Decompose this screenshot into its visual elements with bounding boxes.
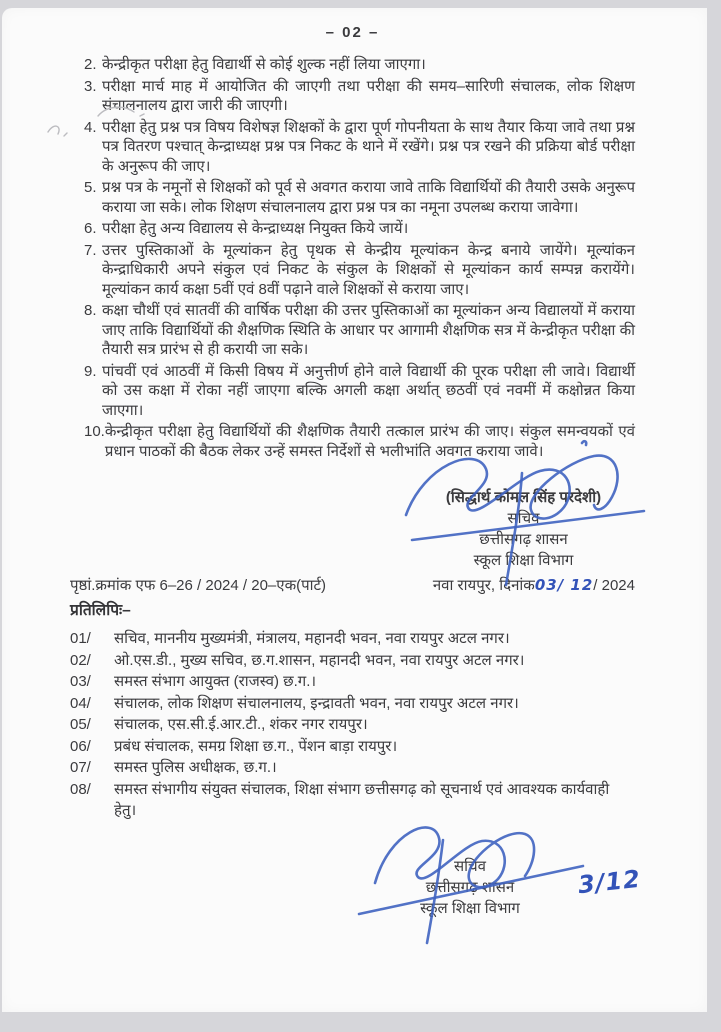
list-item <box>70 178 635 217</box>
list-item <box>70 118 635 177</box>
item-text: कक्षा चौथीं एवं सातवीं की वार्षिक परीक्षा की उत्तर पुस्तिकाओं का मूल्यांकन अन्य विद्यालयों में कराया जाए ताकि विद्यार्थियों की शैक्षणिक स्थिति के आधार पर आगामी शैक्षणिक सत्र में केन्द्रीकृत परीक्षा की तैयारी सत्र प्रारंभ से ही करायी जा सके। <box>102 302 635 358</box>
item-text: केन्द्रीकृत परीक्षा हेतु विद्यार्थी से कोई शुल्क नहीं लिया जाएगा। <box>102 56 426 73</box>
copy-item <box>70 628 635 650</box>
endorsement-line <box>70 575 635 595</box>
copy-number: 06/ <box>70 737 91 755</box>
copy-item <box>70 779 635 822</box>
copy-number: 07/ <box>70 759 91 776</box>
copy-number: 01/ <box>70 630 91 647</box>
item-number: 5. <box>84 179 97 196</box>
item-text: प्रश्न पत्र के नमूनों से शिक्षकों को पूर्व से अवगत कराया जावे ताकि विद्यार्थियों की तैयारी उसके अनुरूप कराया जा सके। लोक शिक्षण संचालनालय द्वारा प्रश्न पत्र का नमूना उपलब्ध कराया जावेगा। <box>102 179 635 216</box>
bottom-signatory-title: सचिव <box>454 857 486 875</box>
endorsement-number: पृष्ठां.क्रमांक एफ 6–26 / 2024 / 20–एक(पार्ट) <box>70 577 327 594</box>
handwritten-date: 03/ 12 <box>534 576 594 594</box>
signatory-org1: छत्तीसगढ़ शासन <box>479 531 568 548</box>
printed-year: / 2024 <box>593 577 635 594</box>
copy-number: 03/ <box>70 673 91 690</box>
item-number: 2. <box>84 56 97 73</box>
list-item <box>70 219 635 239</box>
copy-text: समस्त पुलिस अधीक्षक, छ.ग.। <box>114 759 277 776</box>
copy-text: सचिव, माननीय मुख्यमंत्री, मंत्रालय, महानदी भवन, नवा रायपुर अटल नगर। <box>114 630 510 647</box>
page-number: – 02 – <box>325 24 380 41</box>
copy-number: 02/ <box>70 651 91 669</box>
list-item <box>70 77 635 116</box>
list-item <box>70 422 635 461</box>
item-number: 6. <box>84 220 97 237</box>
place-date <box>433 575 635 595</box>
copy-list <box>70 628 635 822</box>
copy-item <box>70 671 635 693</box>
copy-number: 04/ <box>70 694 91 712</box>
item-text: उत्तर पुस्तिकाओं के मूल्यांकन हेतु पृथक से केन्द्रीय मूल्यांकन केन्द्र बनाये जायेंगे। मूल्यांकन केन्द्राधिकारी अपने संकुल एवं निकट के संकुल के शिक्षकों से मूल्यांकन कार्य सम्पन्न करायेंगे। मूल्यांकन कार्य कक्षा 5वीं एवं 8वीं पढ़ाने वाले शिक्षकों से कराया जाए। <box>102 241 635 298</box>
item-text: परीक्षा हेतु प्रश्न पत्र विषय विशेषज्ञ शिक्षकों के द्वारा पूर्ण गोपनीयता के साथ तैयार किया जावे तथा प्रश्न पत्र वितरण पश्चात् केन्द्राध्यक्ष प्रश्न पत्र निकट के थाने में रखेंगे। प्रश्न पत्र रखने की प्रक्रिया बोर्ड परीक्षा के अनुरूप की जाए। <box>102 118 635 175</box>
list-item <box>70 55 635 75</box>
item-text: केन्द्रीकृत परीक्षा हेतु विद्यार्थियों की शैक्षणिक तैयारी तत्काल प्रारंभ की जाए। संकुल समन्वयकों एवं प्रधान पाठकों की बैठक लेकर उन्हें समस्त निर्देशों से भलीभांति अवगत कराया जावे। <box>104 423 635 460</box>
item-text: पांचवीं एवं आठवीं में किसी विषय में अनुत्तीर्ण होने वाले विद्यार्थी की पूरक परीक्षा ली जावे। विद्यार्थी को उस कक्षा में रोका नहीं जाएगा बल्कि अगली कक्षा अर्थात् छठवीं एवं नवमीं में कक्षोन्नत किया जाएगा। <box>102 362 635 419</box>
signature-block-bottom <box>365 856 643 919</box>
copy-text: संचालक, लोक शिक्षण संचालनालय, इन्द्रावती भवन, नवा रायपुर अटल नगर। <box>114 694 519 712</box>
bottom-signatory-org1: छत्तीसगढ़ शासन <box>425 878 515 896</box>
bottom-signatory-org2: स्कूल शिक्षा विभाग <box>420 899 520 917</box>
signatory-name: (सिद्धार्थ कोमल सिंह परदेशी) <box>445 489 602 506</box>
copy-item <box>70 714 635 736</box>
copy-number: 05/ <box>70 716 91 733</box>
copy-text: ओ.एस.डी., मुख्य सचिव, छ.ग.शासन, महानदी भवन, नवा रायपुर अटल नगर। <box>114 651 525 669</box>
scanned-document-page <box>2 8 707 1012</box>
item-number: 4. <box>84 118 97 136</box>
signature-block-top <box>386 487 661 571</box>
bottom-handwritten-date: 3/12 <box>576 864 643 899</box>
directive-list <box>70 55 635 461</box>
copy-item <box>70 736 635 758</box>
copy-text: प्रबंध संचालक, समग्र शिक्षा छ.ग., पेंशन बाड़ा रायपुर। <box>114 737 398 755</box>
copy-item <box>70 757 635 779</box>
signatory-org2: स्कूल शिक्षा विभाग <box>473 552 574 569</box>
item-number: 9. <box>84 362 97 380</box>
copy-item <box>70 693 635 715</box>
list-item <box>70 301 635 360</box>
list-item <box>70 362 635 421</box>
item-text: परीक्षा हेतु अन्य विद्यालय से केन्द्राध्यक्ष नियुक्त किये जायें। <box>102 220 409 237</box>
item-number: 8. <box>84 302 97 319</box>
copy-item <box>70 650 635 672</box>
copy-text: संचालक, एस.सी.ई.आर.टी., शंकर नगर रायपुर। <box>114 716 368 733</box>
item-number: 3. <box>84 77 97 95</box>
copy-text: समस्त संभागीय संयुक्त संचालक, शिक्षा संभाग छत्तीसगढ़ को सूचनार्थ एवं आवश्यक कार्यवाही हेतु। <box>114 780 610 819</box>
list-item <box>70 241 635 300</box>
copy-text: समस्त संभाग आयुक्त (राजस्व) छ.ग.। <box>114 673 317 690</box>
place-date-label: नवा रायपुर, दिनांक <box>432 577 535 594</box>
item-text: परीक्षा मार्च माह में आयोजित की जाएगी तथा परीक्षा की समय–सारिणी संचालक, लोक शिक्षण संचालनालय द्वारा जारी की जाएगी। <box>102 77 635 114</box>
copy-number: 08/ <box>70 780 91 798</box>
item-number: 10. <box>84 423 105 440</box>
copy-section-heading: प्रतिलिपिः– <box>70 602 131 619</box>
signatory-title: सचिव <box>507 510 540 527</box>
item-number: 7. <box>84 241 97 259</box>
